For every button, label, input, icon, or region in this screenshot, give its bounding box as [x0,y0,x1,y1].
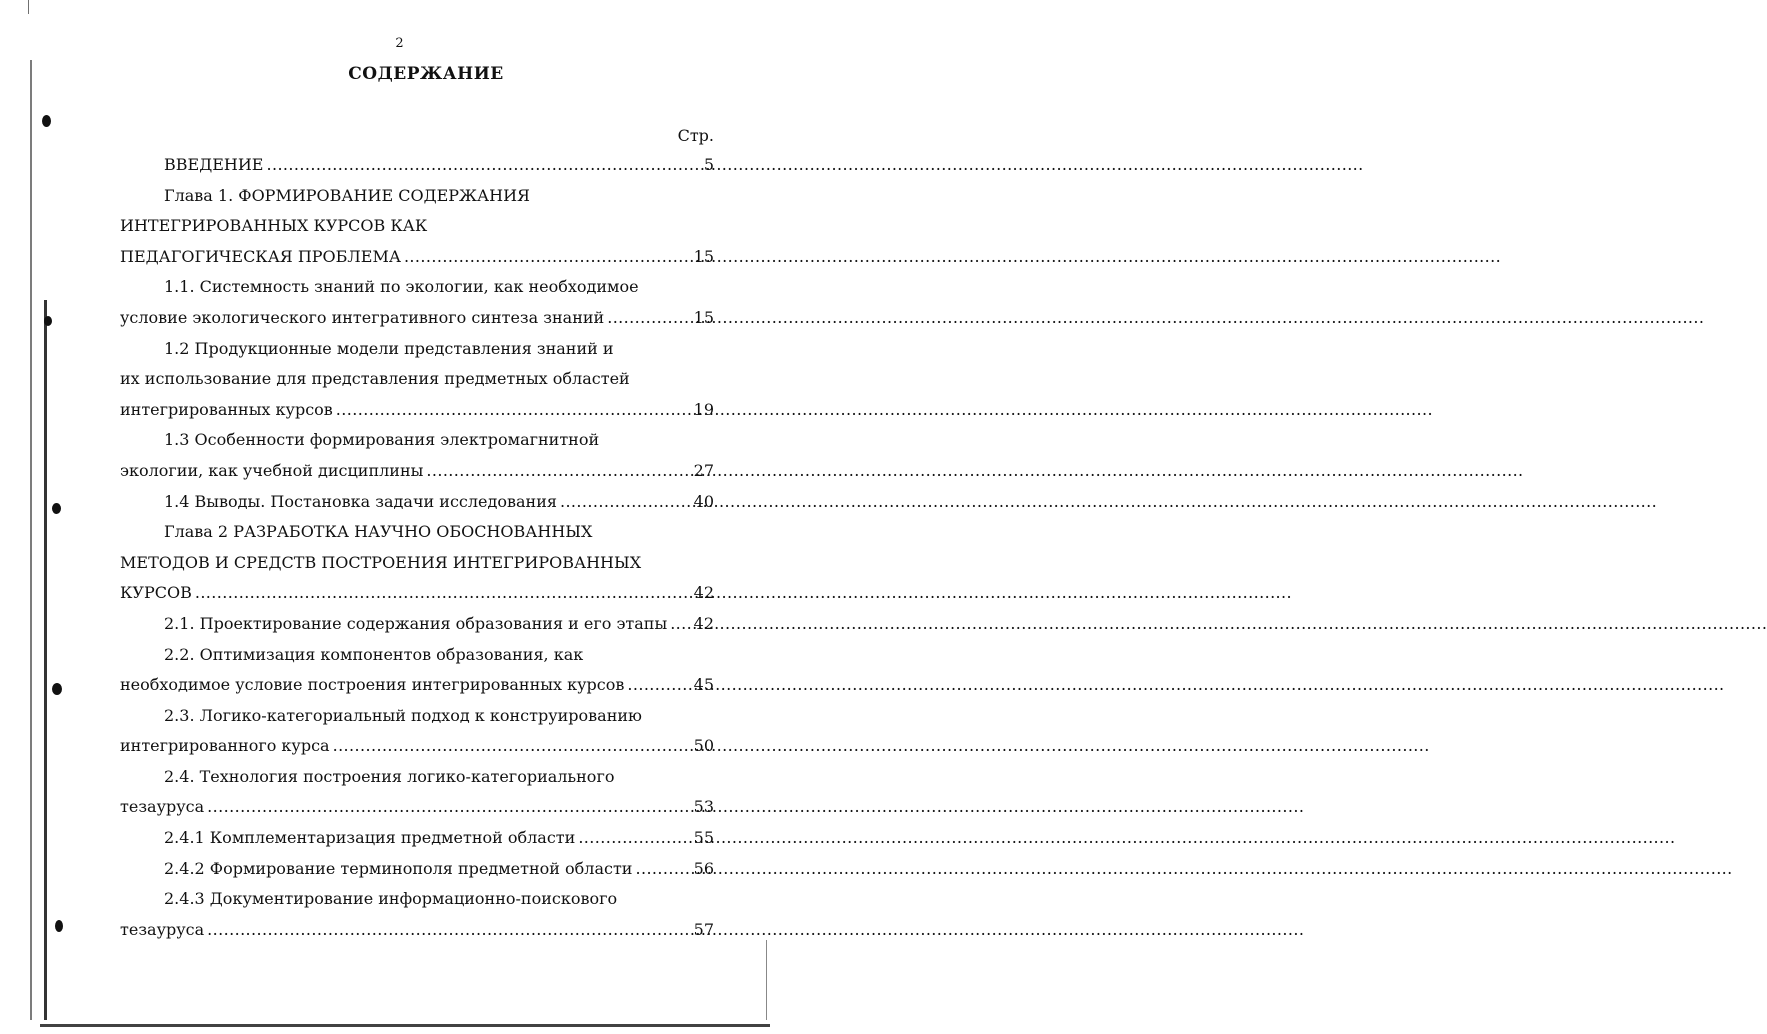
hole-punch-mark-1 [42,115,51,127]
toc-leader-dots [426,456,690,487]
toc-entry-text: интегрированных курсов [120,399,333,419]
toc-leader-dots [266,150,700,181]
hole-punch-mark-3 [52,503,61,514]
toc-entry-text: 1.3 Особенности формирования электромагнитной [164,430,600,450]
toc-entry-page: 19 [693,399,714,419]
toc-leader-dots [635,854,690,885]
scan-edge-line-left-thick [44,300,47,1020]
scan-edge-line-bottom [40,1024,770,1027]
toc-entry [120,181,714,212]
toc-entry-page: 15 [693,307,714,327]
toc-entry-page: 50 [693,736,714,756]
toc-entry-text: их использование для представления предметных областей [120,369,630,389]
toc-leader-dots [578,823,690,854]
toc-leader-dots [207,792,690,823]
toc-entry-text: 1.4 Выводы. Постановка задачи исследования [164,491,557,511]
toc-leader-dots [404,242,691,273]
toc-leader-dots [207,915,690,946]
toc-leader-dots [333,731,691,762]
toc-entry [120,487,714,518]
toc-leader-dots [627,670,690,701]
toc-entry [120,395,714,426]
toc-entry-text: 2.4.1 Комплементаризация предметной области [164,828,576,848]
toc-leader-dots [670,609,690,640]
hole-punch-mark-4 [52,683,62,695]
toc-entry-page: 15 [693,246,714,266]
toc-entry-text: необходимое условие построения интегрированных курсов [120,675,625,695]
toc-leader-dots [195,578,691,609]
toc-entry-text: МЕТОДОВ И СРЕДСТВ ПОСТРОЕНИЯ ИНТЕГРИРОВАННЫХ [120,552,642,572]
scan-edge-line-top [28,0,29,14]
toc-entry [120,670,714,701]
document-title: СОДЕРЖАНИЕ [348,64,504,84]
toc-leader-dots [607,303,690,334]
toc-entry [120,334,714,365]
toc-entry [120,792,714,823]
toc-entry [120,731,714,762]
toc-entry [120,548,714,579]
toc-leader-dots [336,395,691,426]
toc-entry [120,701,714,732]
toc-entry [120,272,714,303]
toc-entry [120,364,714,395]
toc-entry-text: 2.4. Технология построения логико-категориального [164,766,615,786]
toc-entry [120,609,714,640]
toc-entry-text: 1.2 Продукционные модели представления знаний и [164,338,614,358]
table-of-contents [120,150,714,945]
toc-leader-dots [560,487,691,518]
page-number: 2 [395,36,404,51]
toc-entry-text: экологии, как учебной дисциплины [120,460,424,480]
toc-entry-text: тезауруса [120,797,205,817]
toc-entry-page: 45 [693,675,714,695]
toc-entry-text: 1.1. Системность знаний по экологии, как необходимое [164,277,639,297]
toc-entry-text: Глава 2 РАЗРАБОТКА НАУЧНО ОБОСНОВАННЫХ [164,522,593,542]
toc-entry-page: 56 [693,858,714,878]
page-column-label: Стр. [677,126,714,145]
toc-entry [120,915,714,946]
toc-entry-page: 57 [693,919,714,939]
toc-entry-text: ВВЕДЕНИЕ [164,155,264,174]
toc-entry [120,578,714,609]
toc-entry-text: КУРСОВ [120,583,192,603]
toc-entry [120,517,714,548]
toc-entry-text: 2.1. Проектирование содержания образования и его этапы [164,613,668,633]
toc-entry [120,640,714,671]
toc-entry-page: 42 [693,613,714,633]
toc-entry [120,456,714,487]
scan-edge-line-right [766,940,767,1020]
toc-entry [120,150,714,181]
toc-entry [120,211,714,242]
toc-entry-text: интегрированного курса [120,736,330,756]
toc-entry-text: 2.4.3 Документирование информационно-поискового [164,889,618,909]
toc-entry-page: 40 [693,491,714,511]
toc-entry [120,823,714,854]
toc-entry-text: условие экологического интегративного синтеза знаний [120,307,605,327]
toc-entry-text: 2.4.2 Формирование терминополя предметной области [164,858,633,878]
toc-entry [120,303,714,334]
toc-entry [120,762,714,793]
toc-entry [120,242,714,273]
toc-entry [120,854,714,885]
toc-entry-page: 55 [693,828,714,848]
scan-edge-line-left [30,60,32,1020]
toc-entry-page: 5 [703,155,714,174]
toc-entry-page: 42 [693,583,714,603]
toc-entry [120,425,714,456]
toc-entry-text: ПЕДАГОГИЧЕСКАЯ ПРОБЛЕМА [120,246,401,266]
hole-punch-mark-5 [55,920,63,932]
hole-punch-mark-2 [44,316,52,326]
toc-entry-page: 53 [693,797,714,817]
toc-entry-text: Глава 1. ФОРМИРОВАНИЕ СОДЕРЖАНИЯ [164,185,530,205]
toc-entry [120,884,714,915]
toc-entry-text: 2.3. Логико-категориальный подход к конструированию [164,705,642,725]
toc-entry-text: 2.2. Оптимизация компонентов образования, как [164,644,584,664]
toc-entry-page: 27 [693,460,714,480]
toc-entry-text: ИНТЕГРИРОВАННЫХ КУРСОВ КАК [120,216,428,236]
toc-entry-text: тезауруса [120,919,205,939]
